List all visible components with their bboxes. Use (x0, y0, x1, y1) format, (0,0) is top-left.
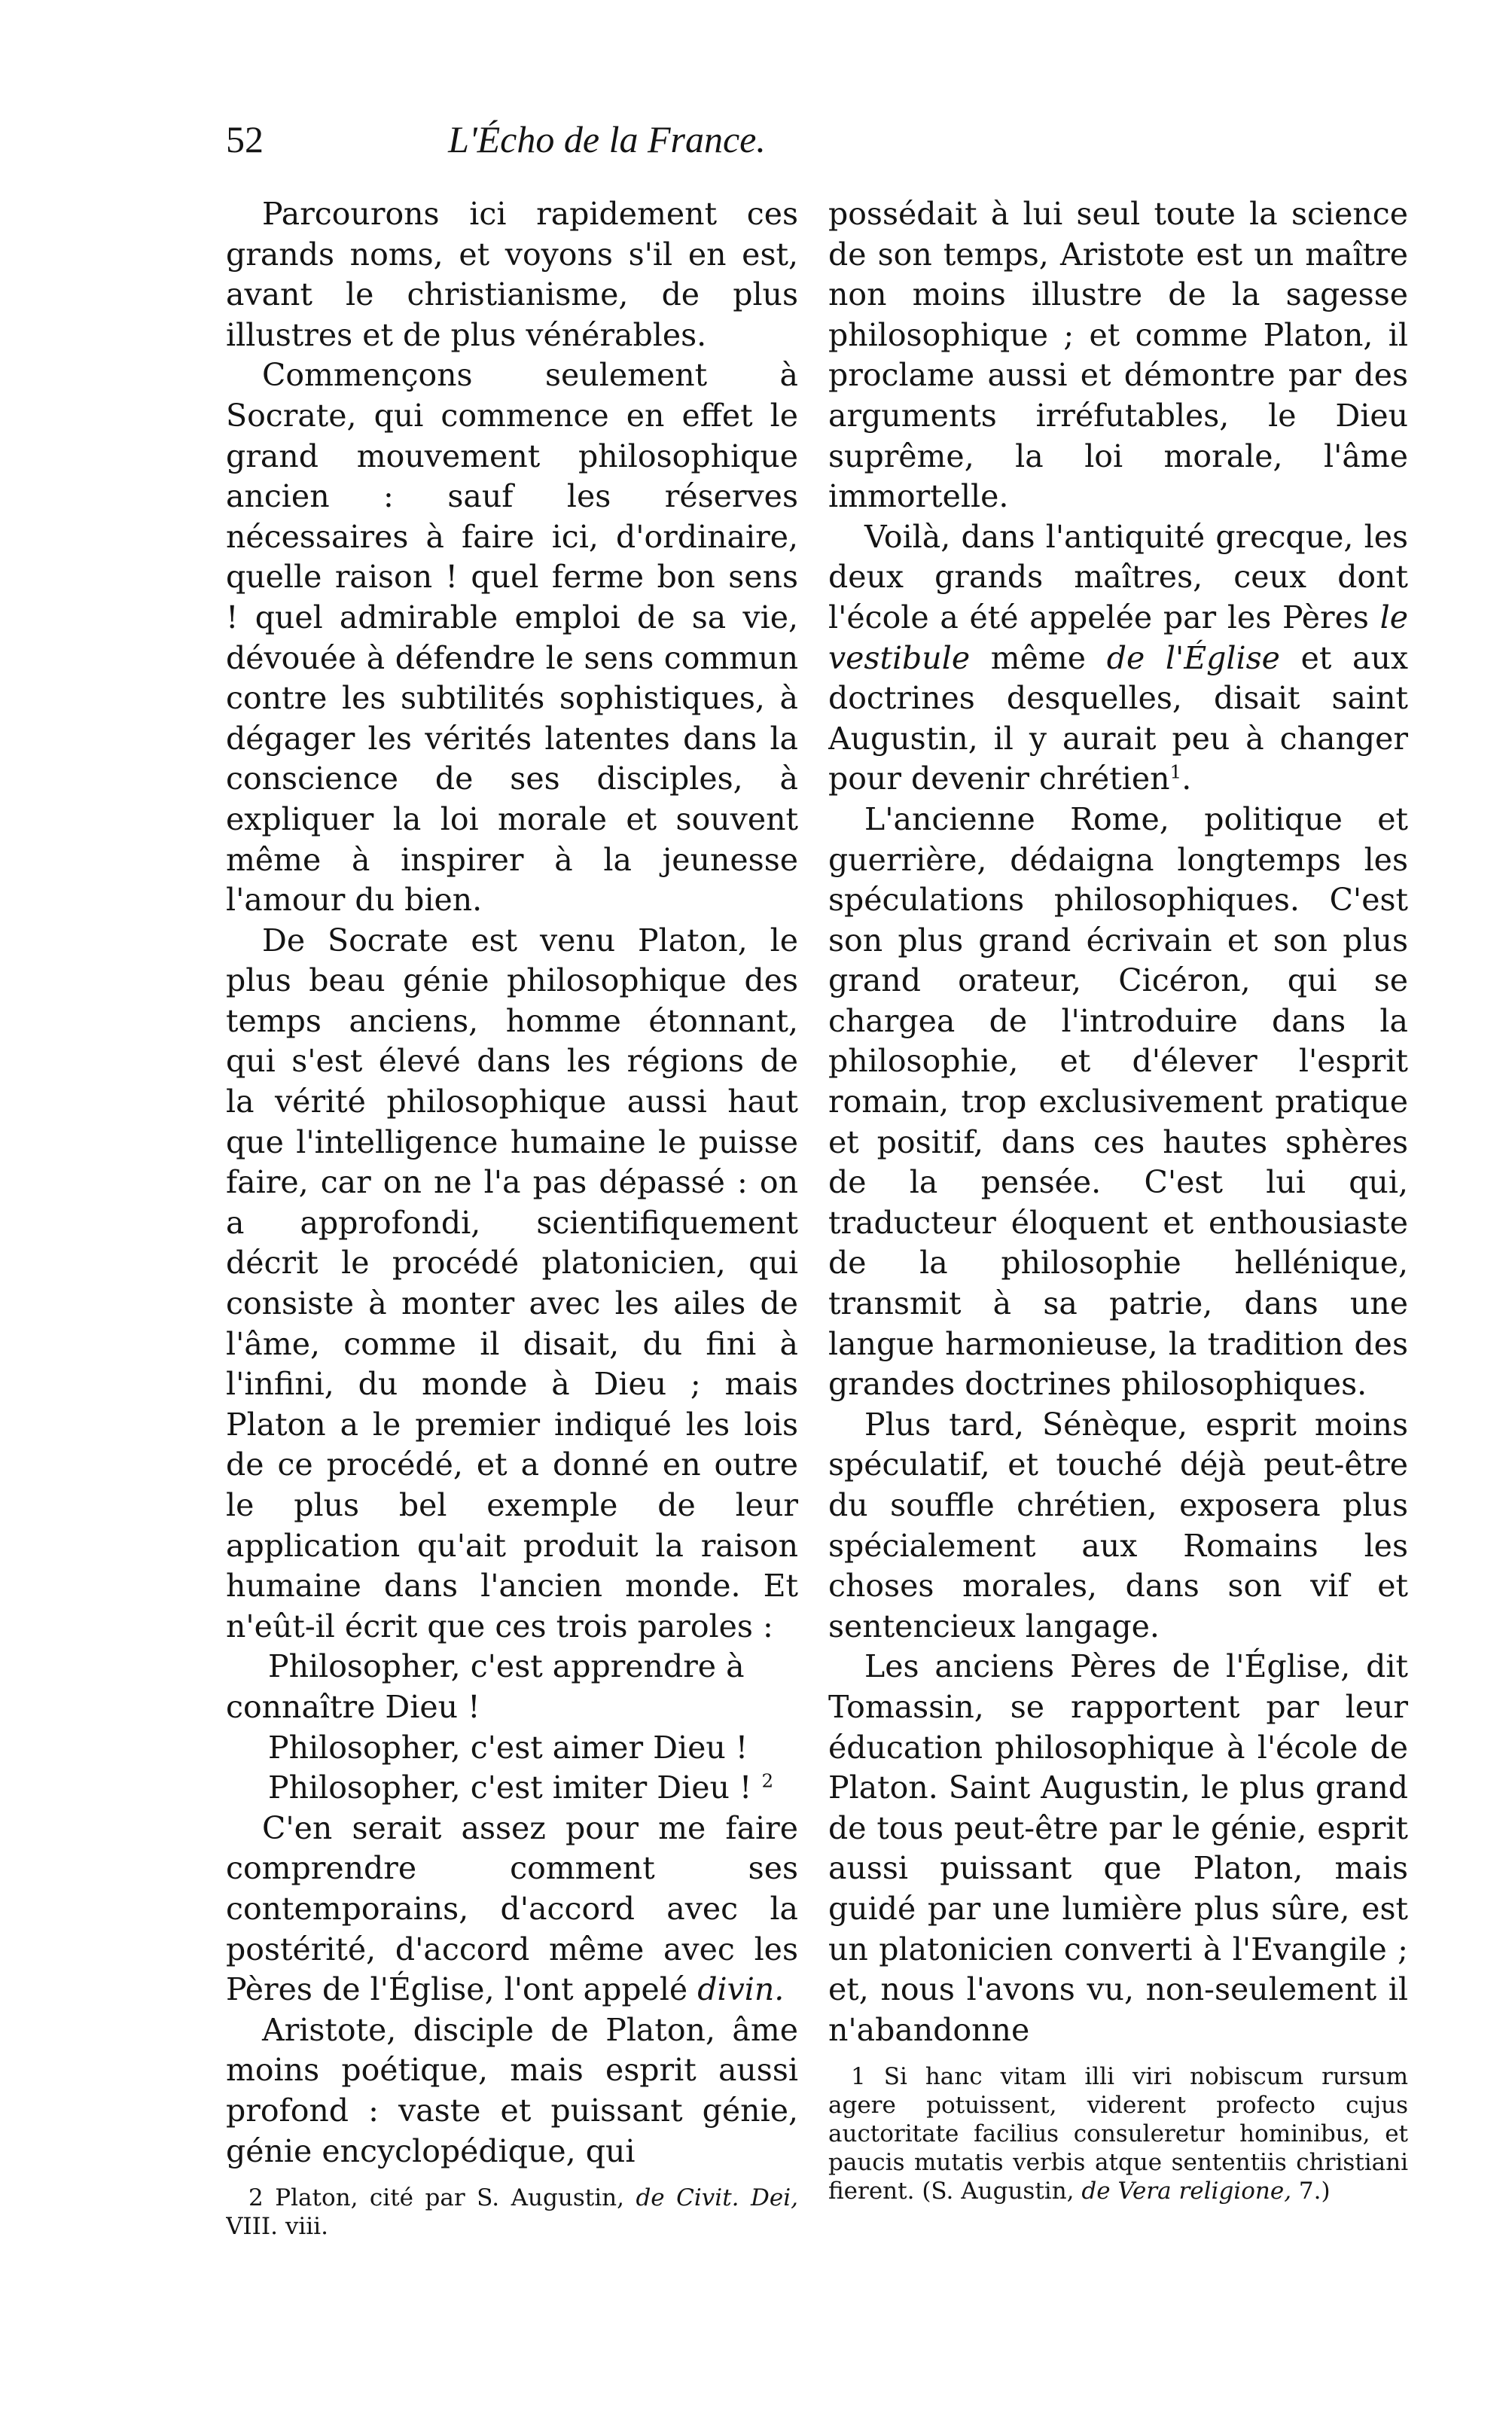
left-column (226, 194, 798, 2400)
footnote-1-text: 1 Si hanc vitam illi viri nobiscum rursum agere potuissent, viderent profecto cujus auctoritate facilius consuleretur hominibus, et paucis mutatis verbis atque sententiis christiani fierent. (S. Augustin, (828, 2063, 1408, 2205)
phrase-le-vestibule: le vestibule (828, 599, 1408, 676)
verse-line-3 (226, 1768, 798, 1809)
right-column (828, 194, 1408, 2400)
footnote-2-title: de Civit. Dei, (636, 2184, 798, 2212)
paragraph-possedait: possédait à lui seul toute la science de son temps, Aristote est un maître non moins illustre de la sagesse philosophique ; et comme Platon, il proclame aussi et démontre par des arguments irréfutables, le Dieu suprême, la loi morale, l'âme immortelle. (828, 196, 1408, 515)
paragraph-voila: Voilà, dans l'antiquité grecque, les deux grands maîtres, ceux dont l'école a été appelée par les Pères le vestibule même de l'Église et aux doctrines desquelles, disait saint Augustin, il y aurait peu à changer pour devenir chrétien$^1$. (828, 518, 1408, 797)
footnote-2-ref: VIII. viii. (226, 2213, 328, 2241)
paragraph-parcourons: Parcourons ici rapidement ces grands noms, et voyons s'il en est, avant le christianisme, de plus illustres et de plus vénérables. (226, 196, 798, 353)
footnote-mark-1: 1 (1169, 760, 1182, 783)
page-number: 52 (226, 118, 264, 160)
paragraph-aristote: Aristote, disciple de Platon, âme moins poétique, mais esprit aussi profond : vaste et puissant génie, génie encyclopédique, qui (226, 2011, 798, 2169)
footnote-1-title: de Vera religione, (1081, 2178, 1292, 2205)
paragraph-platon: De Socrate est venu Platon, le plus beau génie philosophique des temps anciens, homme étonnant, qui s'est élevé dans les régions de la vérité philosophique aussi haut que l'intelligence humaine le puisse faire, car on ne l'a pas dépassé : on a approfondi, scientifiquement décrit le procédé platonicien, qui consiste à monter avec les ailes de l'âme, comme il disait, du fini à l'infini, du monde à Dieu ; mais Platon a le premier indiqué les lois de ce procédé, et a donné en outre le plus bel exemple de leur application qu'ait produit la raison humaine dans l'ancien monde. Et n'eût-il écrit que ces trois paroles : (226, 922, 798, 1644)
word-divin: divin. (697, 1971, 785, 2008)
running-title: L'Écho de la France. (448, 118, 766, 160)
footnote-mark-2: 2 (761, 1769, 774, 1792)
paragraph-socrate: Commençons seulement à Socrate, qui commence en effet le grand mouvement philosophique ancien : sauf les réserves nécessaires à faire ici, d'ordinaire, quelle raison ! quel ferme bon sens ! quel admirable emploi de sa vie, dévouée à défendre le sens commun contre les subtilités sophistiques, à dégager les vérités latentes dans la conscience de ses disciples, à expliquer la loi morale et souvent même à inspirer à la jeunesse l'amour du bien. (226, 357, 798, 919)
verse-line-2: Philosopher, c'est aimer Dieu ! (268, 1729, 748, 1766)
paragraph-rome: L'ancienne Rome, politique et guerrière, dédaigna longtemps les spéculations philosophiques. C'est son plus grand écrivain et son plus grand orateur, Cicéron, qui se chargea de l'introduire dans la philosophie, et d'élever l'esprit romain, trop exclusivement pratique et positif, dans ces hautes sphères de la pensée. C'est lui qui, traducteur éloquent et enthousiaste de la philosophie hellénique, transmit à sa patrie, dans une langue harmonieuse, la tradition des grandes doctrines philosophiques. (828, 800, 1408, 1403)
footnote-1 (828, 2062, 1408, 2205)
verse-line-3-text: Philosopher, c'est imiter Dieu ! (268, 1769, 752, 1806)
paragraph-seneque: Plus tard, Sénèque, esprit moins spéculatif, et touché déjà peut-être du souffle chrétien, exposera plus spécialement aux Romains les choses morales, dans son vif et sentencieux langage. (828, 1406, 1408, 1644)
word-meme: même (990, 639, 1087, 676)
footnote-2 (226, 2184, 798, 2241)
paragraph-voila-start: Voilà, dans l'antiquité grecque, les deux grands maîtres, ceux dont l'école a été appelée par les Pères (828, 518, 1408, 635)
footnote-2-text: 2 Platon, cité par S. Augustin, (248, 2184, 624, 2212)
paragraph-divin (226, 1809, 798, 2010)
paragraph-divin-text: C'en serait assez pour me faire comprendre comment ses contemporains, d'accord avec la postérité, d'accord même avec les Pères de l'Église, l'ont appelé (226, 1809, 798, 2008)
phrase-de-l-eglise: de l'Église (1106, 639, 1280, 676)
verse-line-1: Philosopher, c'est apprendre à connaître Dieu ! (226, 1648, 745, 1725)
paragraph-voila-end: et aux doctrines desquelles, disait saint Augustin, il y aurait peu à changer pour devenir chrétien (828, 639, 1408, 797)
footnote-1-ref: 7.) (1298, 2178, 1331, 2205)
paragraph-peres: Les anciens Pères de l'Église, dit Tomassin, se rapportent par leur éducation philosophique à l'école de Platon. Saint Augustin, le plus grand de tous peut-être par le génie, esprit aussi puissant que Platon, mais guidé par une lumière plus sûre, est un platonicien converti à l'Evangile ; et, nous l'avons vu, non-seulement il n'abandonne (828, 1648, 1408, 2048)
page-header (226, 113, 988, 166)
